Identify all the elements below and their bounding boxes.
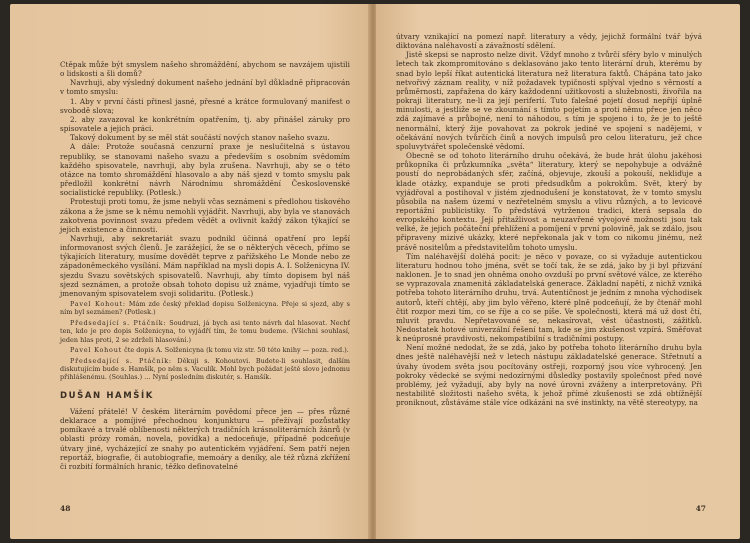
speaker-text: Soudruzi, já bych asi tento návrh dal hlasovat. Nechť ten, kdo je pro dopis Solženicyna, to vyjádří tím, že tomu budeme. (Všichni souhlasí, jeden hlas proti, 2 se zdrželi hlasování.) — [60, 318, 350, 344]
speaker-note — [60, 319, 350, 344]
left-page-text — [60, 60, 350, 471]
speaker-text: čte dopis A. Solženicyna (k tomu viz str. 50 této knihy — pozn. red.). — [124, 346, 349, 355]
paragraph: Takový dokument by se měl stát součástí nových stanov našeho svazu. — [70, 133, 330, 143]
speaker-name: Pavel Kohout: — [70, 300, 126, 309]
section-heading: DUŠAN HAMŠÍK — [60, 390, 154, 401]
speaker-note — [60, 346, 350, 354]
speaker-name: Pavel Kohout — [70, 346, 122, 355]
paragraph: Navrhuji, aby sekretariát svazu podnikl účinná opatření pro lepší informovanost svých členů. Je zarážející, že se o některých věcech, přímo se týkajících literatury, musíme dovědět teprve z pařížského Le Monde nebo ze západoněmeckého vysílání. Mám například na mysli dopis A. I. Solženicyna IV. sjezdu Svazu sovětských spisovatelů. Navrhuji, aby tímto dopisem byl náš sjezd seznámen, a protože obsah tohoto dopisu už známe, vyjadřuji tímto se jmenovaným spisovatelem svoji solidaritu. (Potlesk.) — [60, 233, 350, 298]
paragraph: Obecně se od tohoto literárního druhu očekává, že bude hrát úlohu jakéhosi průkopníka či průzkumníka „světa“ literatury, který se nepohybuje a odvážně poustí do neprobádaných sfér, začíná, objevuje, zkouší a pokouší, nekliďuje a klade otázky, expanduje se proti předsudkům a pokrokům. Svět, který by vyjádřoval a postihoval v jistém zjednodušení je konstatovat, že v tomto smyslu působila na našem území v nezřetelném smyslu a vlivu různých, a to levicové reportážní publicistiky. To předstává vytrženou tradici, která sepsala do evropského kontextu. Její přitažlivost a neuzavřené vývojové možnosti jsou tak velké, že jejich počáteční přehlížení a pomíjení v první polovině, jak se zdálo, jsou připraveny mizivé ukázky, které nepřekonala jak v tom co nikomu jinému, než právě nositelům a představitelům tohoto umyslu. — [396, 151, 702, 252]
paragraph: Tím naléhavější doléhá pocit: je něco v povaze, co si vyžaduje autentickou literaturu hodnou toho jména, svět se točí tak, že se zdá, jako by ji byl přizvání naklonen. Je to snad jen ohněma onoho ovzduší po první světové válce, ze kterého se vyprazovala znamenitá základatelská generace. Základní napětí, z nichž vzniká potřeba tohoto literárního druhu, trvá. Autentičnost je jedním z mnoha východisek autorů, kteří chtějí, aby jim bylo věřeno, které plně podceňují, že by čtenář mohl čtit rozpor mezi tím, co se říje a co se píše. Ve společnosti, která má už dost čtí, mluvit pravdu. Nepřetavované se, nekasírovat, vést účastnosti, zážitků. Nedostatek hotové univerzální řešení tam, kde se jim zkušenost vzpírá. Směřovat k neúprosné pravdivosti, nekompatibilní s tradičními postupy. — [396, 251, 702, 344]
paragraph: 1. Aby v první části přinesl jasné, přesné a krátce formulovaný manifest o svobodě slova; — [60, 96, 350, 115]
speaker-text: Děkuji s. Kohoutovi. Budete-li souhlasit, dalším diskutujícím bude s. Hamšík, po něm s. Vaculík. Mohl bych požádat ještě slovo jednomu přihlášenému. (Souhlas.) ... Nyní posledním diskutér, s. Hamšík. — [60, 356, 350, 382]
page-number: 48 — [60, 504, 71, 513]
speaker-note — [60, 357, 350, 382]
paragraph: Navrhuji, aby výsledný dokument našeho jednání byl důkladně připracován v tomto smyslu: — [60, 78, 350, 97]
paragraph: Ctěpak může být smyslem našeho shromáždění, abychom se navzájem ujistili o lidskosti a šli domů? — [60, 60, 350, 79]
speaker-name: Předsedající s. Ptáčník: — [70, 356, 172, 365]
speaker-text: Mám zde český překlad dopisu Solženicyna. Přeje si sjezd, aby s ním byl seznámen? (Potlesk.) — [60, 300, 350, 317]
paragraph: Není možné nedodat, že se zdá, jako by potřeba tohoto literárního druhu byla dnes ještě naléhavější než v letech nástupu základatelské generace. Střetnutí a úvahy úvodem světa jsou pocítovány ostřeji, rozporný jsou více vyhrocený. Jen pokroky vědecké se svými nedozírnými důsledky postavily společnost před nové problémy, jež vyžadují, aby byly na nové úrovni zváženy a interpretovány. Při nestabilitě složitosti našeho světa, k jehož přímé zkušenosti se zdá obtížnější proniknout, zůstáváme stále více odkázáni na své instinkty, na větě stereotypy, na — [396, 343, 702, 408]
paragraph: A dále: Protože současná cenzurní praxe je neslučitelná s ústavou republiky, se stanovami našeho svazu a především s osobním svědomím každého spisovatele, navrhuji, aby byla zrušena. Navrhuji, aby se o této otázce na tomto shromáždění hlasovalo a aby náš sjezd v tomto smyslu pak předložil konkrétní návrh Národnímu shromáždění Československé socialistické republiky. (Potlesk.) — [60, 142, 350, 198]
paragraph: útvary vznikající na pomezí např. literatury a vědy, jejichž formální tvář bývá diktována naléhavostí a závažností sdělení. — [396, 32, 702, 51]
paragraph: Jistě skepsi se naprosto nelze divit. Vždyť mnoho z tvůrčí sféry bylo v minulých letech tak zkompromitováno s deklasováno jako tento literární druh, kterému by snad bylo lepší říkat autentická literatura než literatura faktů. Chápána tato jako netvořivý záznam reality, v níž požadavek typičnosti splýval vjedno s věrností a průměrnosti, zapřažena do káry každodenní užitkovosti a služebnosti, živořila na pokraji literatury, ne-li za její periferií. Tuto falešné pojetí dosud nepřijí úplně minulosti, a jestliže se ve zkoumání s tímto pojetím a proti němu přece jen něco zdá zajímavé a průbojné, není to náhodou, s tím je spojeno i to, že je to ještě nenormální, který žije povahovat za pokrok jediné ve spojení s nadějemi, v očekávání nových tvůrčích činů a nových impulsů pro celou literaturu, jež chce spoluvytvářet společenské vědomí. — [396, 50, 702, 151]
left-page — [10, 4, 370, 539]
paragraph: 2. aby zavazoval ke konkrétním opatřením, tj. aby přinášel záruky pro spisovatele a jejich práci. — [60, 114, 350, 134]
right-page — [376, 4, 740, 539]
paragraph: Protestuji proti tomu, že jsme nebyli včas seznámeni s předlohou tiskového zákona a že jsme se k němu nemohli vyjádřit. Navrhuji, aby byla ve stanovách zakotvena povinnost svazu předem vědět a ovlivnit každý zákon týkající se jejich existence a činnosti. — [60, 197, 350, 234]
speaker-note — [60, 300, 350, 317]
speaker-name: Předsedající s. Ptáčník: — [70, 318, 167, 327]
right-page-text — [396, 32, 702, 407]
page-number: 47 — [695, 504, 706, 513]
paragraph: Vážení přátelé! V českém literárním povědomí přece jen — přes různé deklarace a pomíjivé přechodnou konjunkturu — přežívají pozůstatky pomíkavé a trvalé oblíbenosti některých tradičních krásnoliterárních žánrů (v oblasti prózy román, novela, povídka) a nedoceňuje, případně podceňuje útvary jiné, vycházející ze snahy po autentickém vyjádření. Sem patří nejen reportáž, biografie, či autobiografie, memoáry a deníky, ale též různá zkřížení či rozbití formálních hranic, těžko definovatelné — [60, 406, 350, 471]
